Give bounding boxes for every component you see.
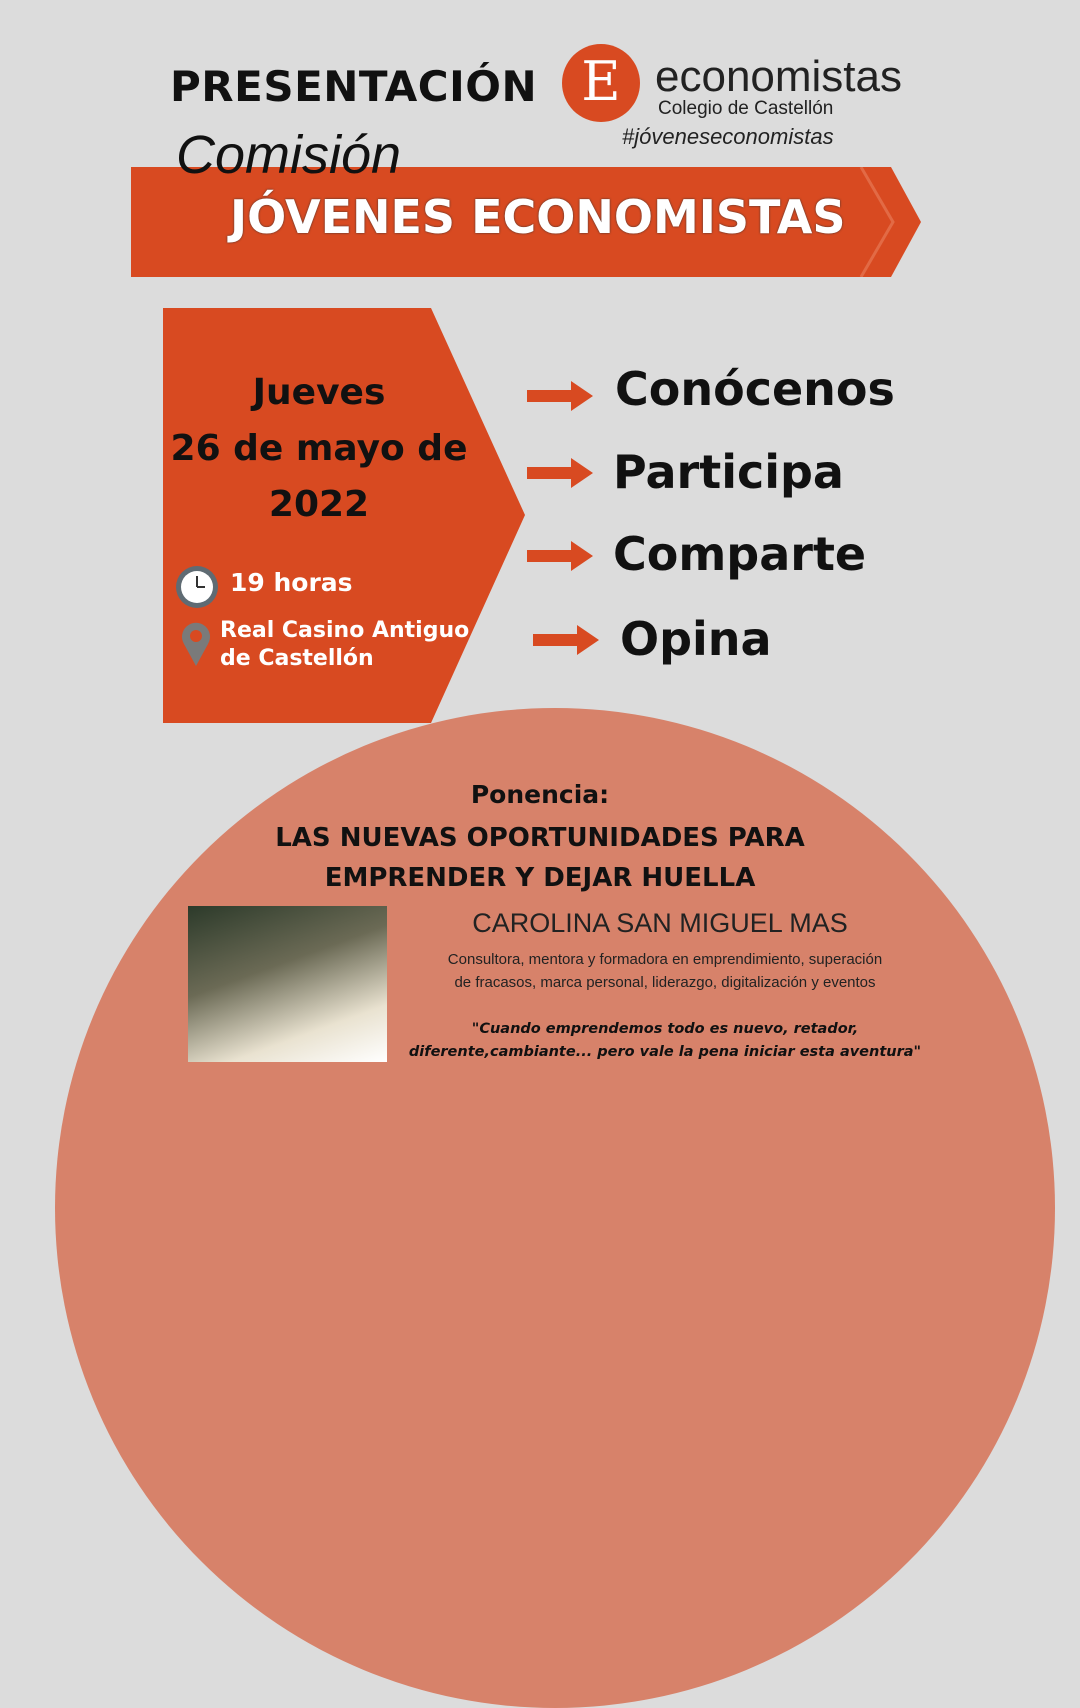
quote-line-1: "Cuando emprendemos todo es nuevo, retador,	[471, 1021, 859, 1037]
place-line-2: de Castellón	[220, 646, 374, 671]
talk-label: Ponencia:	[470, 780, 610, 809]
event-day: Jueves	[252, 372, 386, 413]
commission-title: JÓVENES ECONOMISTAS	[230, 190, 846, 244]
presentation-heading: PRESENTACIÓN	[170, 62, 538, 111]
talk-title	[190, 818, 890, 898]
place-line-1: Real Casino Antiguo	[220, 618, 470, 643]
arrow-right-icon	[527, 539, 595, 573]
action-comparte: Comparte	[613, 527, 867, 581]
event-time: 19 horas	[230, 568, 353, 597]
logo-name: economistas	[655, 52, 903, 101]
event-year: 2022	[268, 484, 370, 525]
commission-label: Comisión	[176, 125, 402, 185]
action-conocenos: Conócenos	[615, 362, 895, 416]
quote-line-2: diferente,cambiante... pero vale la pena iniciar esta aventura"	[408, 1044, 922, 1060]
event-place	[220, 617, 469, 673]
event-date	[163, 365, 475, 533]
talk-title-line-1: LAS NUEVAS OPORTUNIDADES PARA	[275, 823, 805, 853]
clock-icon	[174, 564, 220, 610]
desc-line-1: Consultora, mentora y formadora en emprendimiento, superación	[447, 951, 883, 968]
speaker-name: CAROLINA SAN MIGUEL MAS	[472, 908, 848, 938]
location-pin-icon	[180, 620, 212, 668]
speaker-quote	[400, 1018, 930, 1064]
action-participa: Participa	[613, 445, 844, 499]
action-opina: Opina	[620, 612, 772, 666]
hashtag: #jóveneseconomistas	[622, 124, 834, 149]
logo-mark: E	[562, 44, 640, 122]
arrow-right-icon	[533, 623, 601, 657]
arrow-right-icon	[527, 379, 595, 413]
arrow-right-icon	[527, 456, 595, 490]
event-date-text: 26 de mayo de	[170, 428, 468, 469]
talk-title-line-2: EMPRENDER Y DEJAR HUELLA	[324, 863, 756, 893]
desc-line-2: de fracasos, marca personal, liderazgo, digitalización y eventos	[454, 974, 876, 991]
speaker-photo	[188, 906, 387, 1062]
logo-subtitle: Colegio de Castellón	[658, 98, 834, 119]
speaker-description	[400, 948, 930, 994]
